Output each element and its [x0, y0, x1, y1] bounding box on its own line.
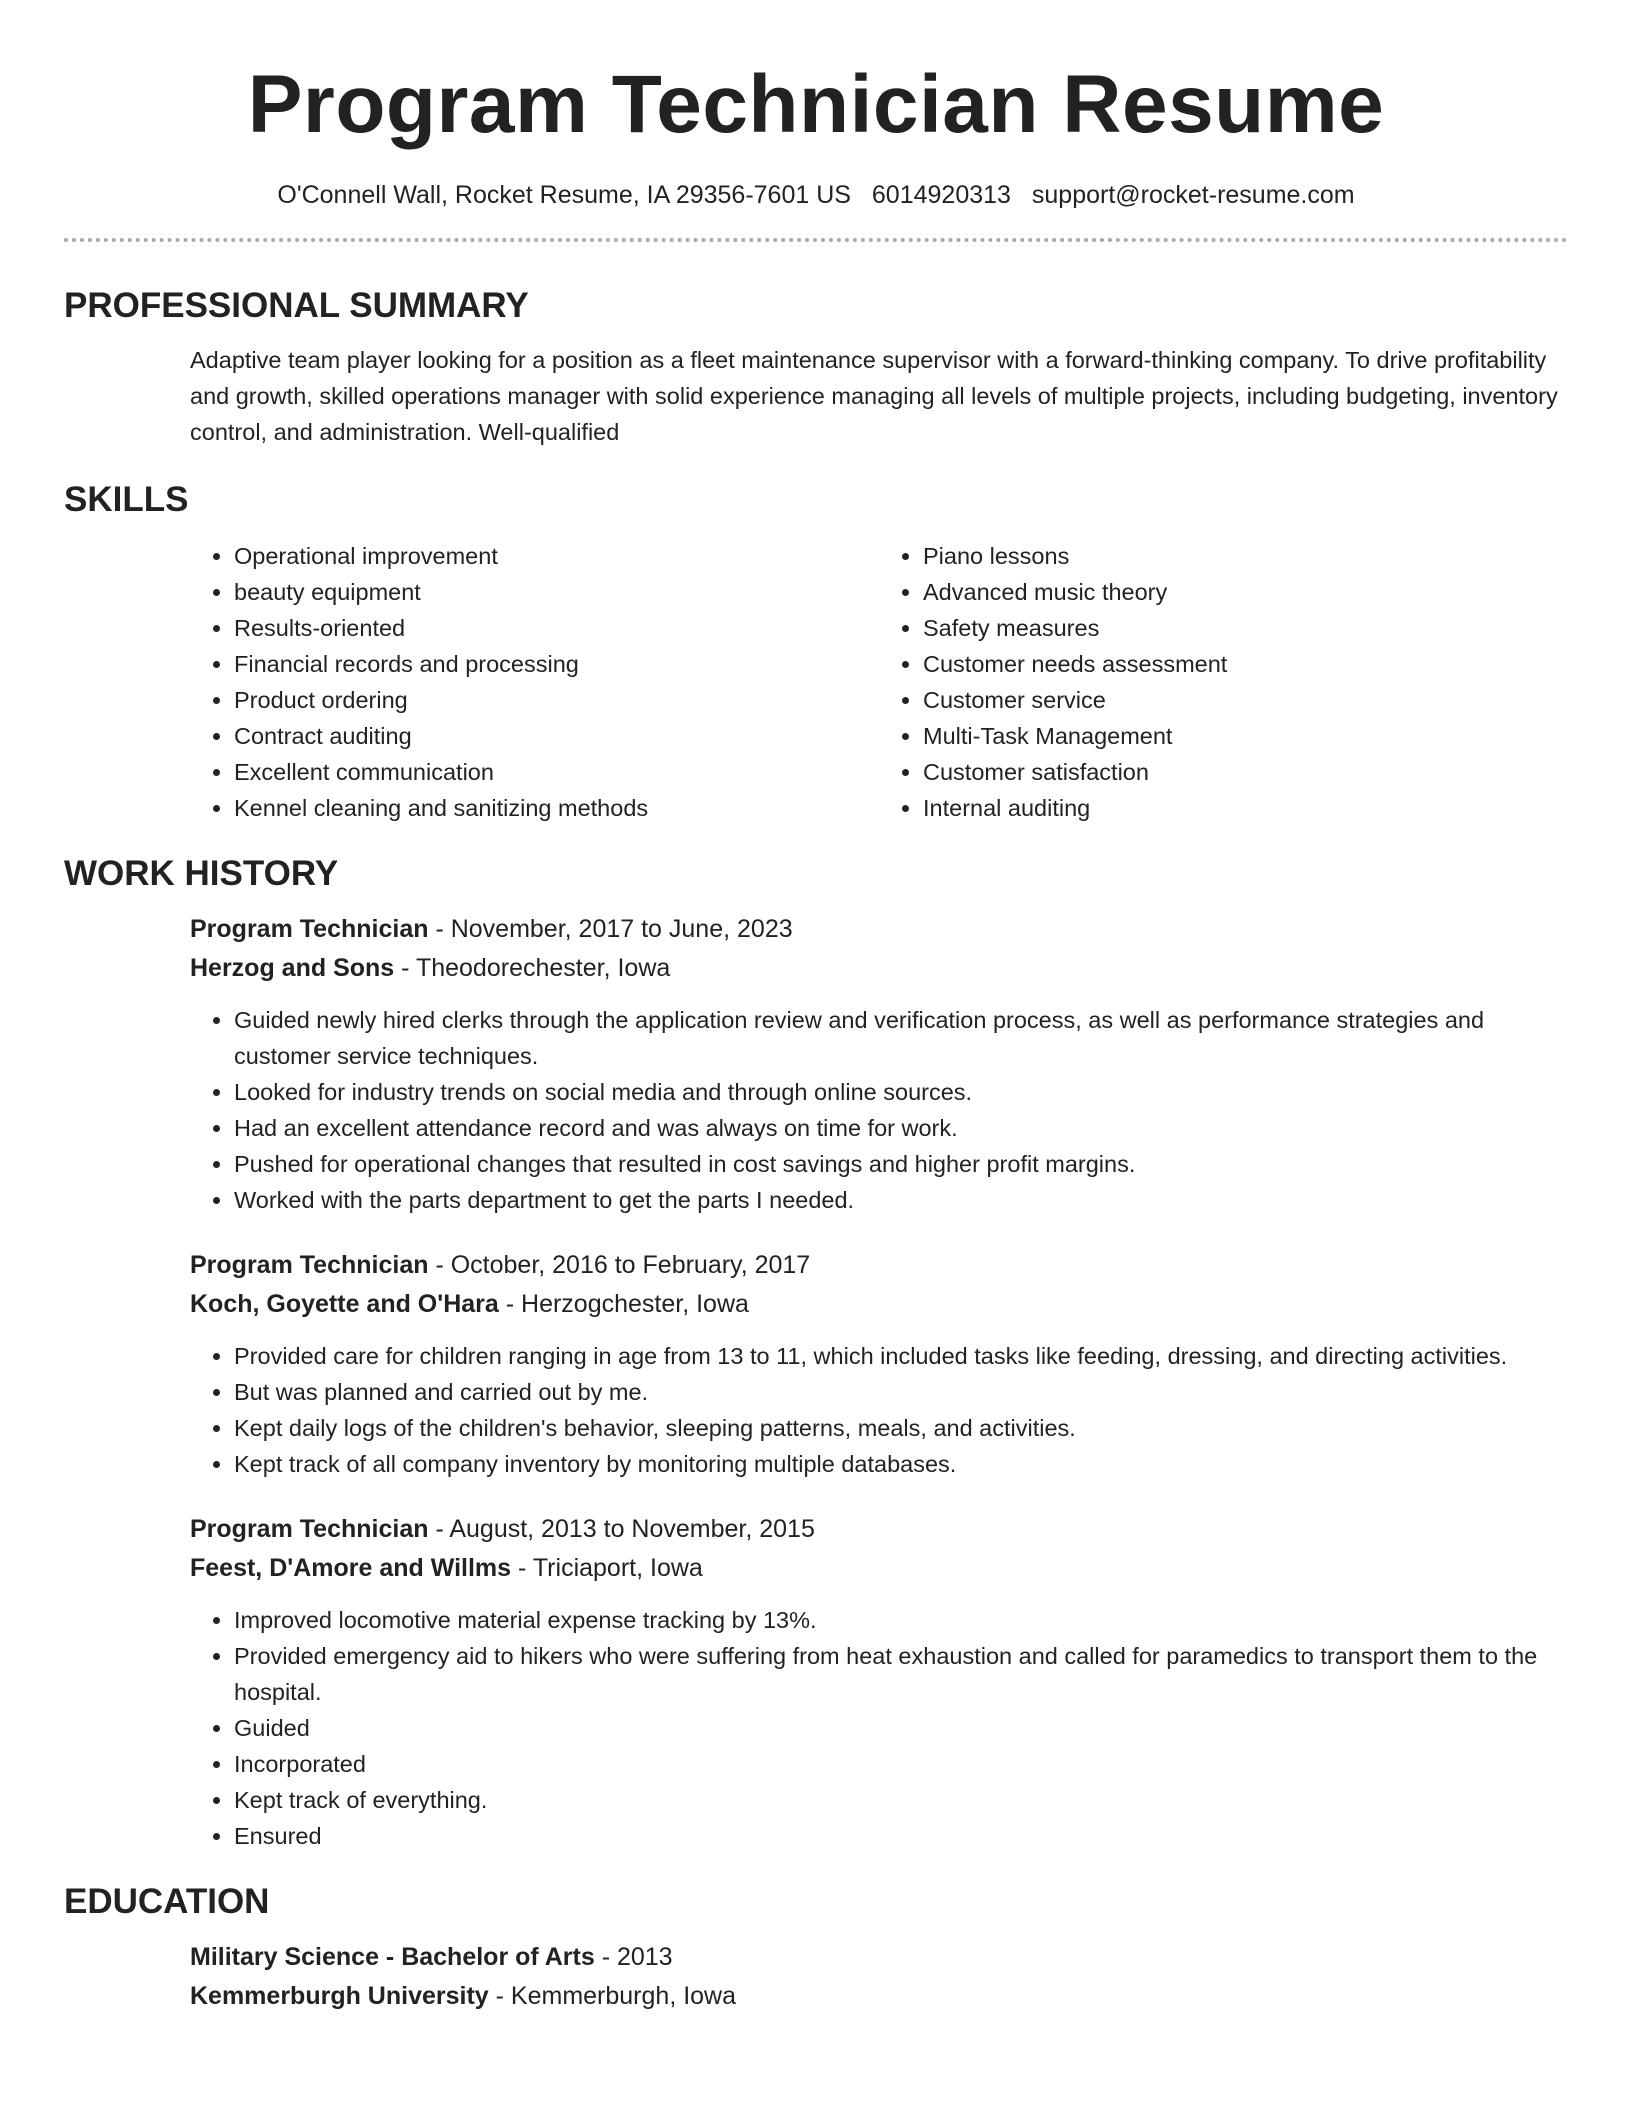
job-duty: • Improved locomotive material expense tracking by 13%.	[234, 1602, 1568, 1638]
education-school-line	[190, 1977, 1568, 2016]
education-degree: Military Science - Bachelor of Arts	[190, 1943, 595, 1971]
job-location: - Triciaport, Iowa	[511, 1554, 703, 1582]
job-title: Program Technician	[190, 915, 429, 943]
job-company: Feest, D'Amore and Willms	[190, 1554, 512, 1582]
skill-item: • Product ordering	[234, 682, 879, 718]
header-divider	[64, 238, 1568, 242]
job-duty: • Kept track of all company inventory by monitoring multiple databases.	[234, 1446, 1568, 1482]
skill-item: • Financial records and processing	[234, 646, 879, 682]
job-title-line	[190, 1246, 1568, 1285]
skills-column-right	[879, 538, 1568, 826]
skills-column-left	[190, 538, 879, 826]
job-duty: • Ensured	[234, 1818, 1568, 1854]
skill-item: • Safety measures	[923, 610, 1568, 646]
job-duty: • Kept daily logs of the children's behavior, sleeping patterns, meals, and activities.	[234, 1410, 1568, 1446]
job-duty: • Looked for industry trends on social media and through online sources.	[234, 1074, 1568, 1110]
contact-email: support@rocket-resume.com	[1031, 181, 1355, 209]
summary-section	[190, 342, 1568, 450]
job-duties	[190, 1002, 1568, 1218]
skills-list	[190, 538, 1568, 826]
job-dates: - August, 2013 to November, 2015	[428, 1515, 815, 1543]
job-duty: • Had an excellent attendance record and was always on time for work.	[234, 1110, 1568, 1146]
job-title-line	[190, 1510, 1568, 1549]
skill-item: • Kennel cleaning and sanitizing methods	[234, 790, 879, 826]
skill-item: • Multi-Task Management	[923, 718, 1568, 754]
skill-item: • Customer needs assessment	[923, 646, 1568, 682]
education-location: - Kemmerburgh, Iowa	[488, 1982, 737, 2010]
job-duty: • Guided newly hired clerks through the application review and verification process, as well as performance strategies and customer service techniques.	[234, 1002, 1568, 1074]
education-degree-line	[190, 1938, 1568, 1977]
contact-address: O'Connell Wall, Rocket Resume, IA 29356-7601 US	[277, 181, 851, 209]
job-company-line	[190, 1285, 1568, 1324]
job-location: - Theodorechester, Iowa	[394, 954, 671, 982]
education-year: - 2013	[594, 1943, 673, 1971]
job-title: Program Technician	[190, 1251, 429, 1279]
job-duty: • Provided emergency aid to hikers who were suffering from heat exhaustion and called for paramedics to transport them to the hospital.	[234, 1638, 1568, 1710]
education-entry	[190, 1938, 1568, 2016]
summary-heading: PROFESSIONAL SUMMARY	[64, 286, 529, 325]
job-duty: • Pushed for operational changes that resulted in cost savings and higher profit margins.	[234, 1146, 1568, 1182]
resume-page	[64, 0, 1568, 2016]
skill-item: • Excellent communication	[234, 754, 879, 790]
skill-item: • Customer service	[923, 682, 1568, 718]
page-title: Program Technician Resume	[247, 59, 1385, 150]
job-company-line	[190, 1549, 1568, 1588]
job-duty: • Provided care for children ranging in age from 13 to 11, which included tasks like feeding, dressing, and directing activities.	[234, 1338, 1568, 1374]
contact-phone: 6014920313	[871, 181, 1011, 209]
skills-heading: SKILLS	[64, 480, 189, 519]
job-title: Program Technician	[190, 1515, 429, 1543]
skill-item: • beauty equipment	[234, 574, 879, 610]
skill-item: • Contract auditing	[234, 718, 879, 754]
skill-item: • Operational improvement	[234, 538, 879, 574]
job-duty: • Worked with the parts department to get the parts I needed.	[234, 1182, 1568, 1218]
education-heading: EDUCATION	[64, 1882, 270, 1921]
job-duty: • Kept track of everything.	[234, 1782, 1568, 1818]
skill-item: • Customer satisfaction	[923, 754, 1568, 790]
work-history-heading: WORK HISTORY	[64, 854, 339, 893]
job-duty: • But was planned and carried out by me.	[234, 1374, 1568, 1410]
job-dates: - October, 2016 to February, 2017	[428, 1251, 811, 1279]
job-duties	[190, 1338, 1568, 1482]
education-school: Kemmerburgh University	[190, 1982, 489, 2010]
job-entry	[190, 1246, 1568, 1482]
skill-item: • Results-oriented	[234, 610, 879, 646]
contact-line	[64, 180, 1568, 210]
skill-item: • Internal auditing	[923, 790, 1568, 826]
job-company: Koch, Goyette and O'Hara	[190, 1290, 499, 1318]
job-duties	[190, 1602, 1568, 1854]
job-location: - Herzogchester, Iowa	[498, 1290, 749, 1318]
job-duty: • Incorporated	[234, 1746, 1568, 1782]
skill-item: • Piano lessons	[923, 538, 1568, 574]
job-entry	[190, 910, 1568, 1218]
job-company: Herzog and Sons	[190, 954, 395, 982]
job-dates: - November, 2017 to June, 2023	[428, 915, 793, 943]
job-company-line	[190, 949, 1568, 988]
summary-text: Adaptive team player looking for a position as a fleet maintenance supervisor with a forward-thinking company. To drive profitability and growth, skilled operations manager with solid experience managing all levels of multiple projects, including budgeting, inventory control, and administration. Well-qualified	[190, 347, 1558, 445]
skill-item: • Advanced music theory	[923, 574, 1568, 610]
job-title-line	[190, 910, 1568, 949]
job-duty: • Guided	[234, 1710, 1568, 1746]
job-entry	[190, 1510, 1568, 1854]
